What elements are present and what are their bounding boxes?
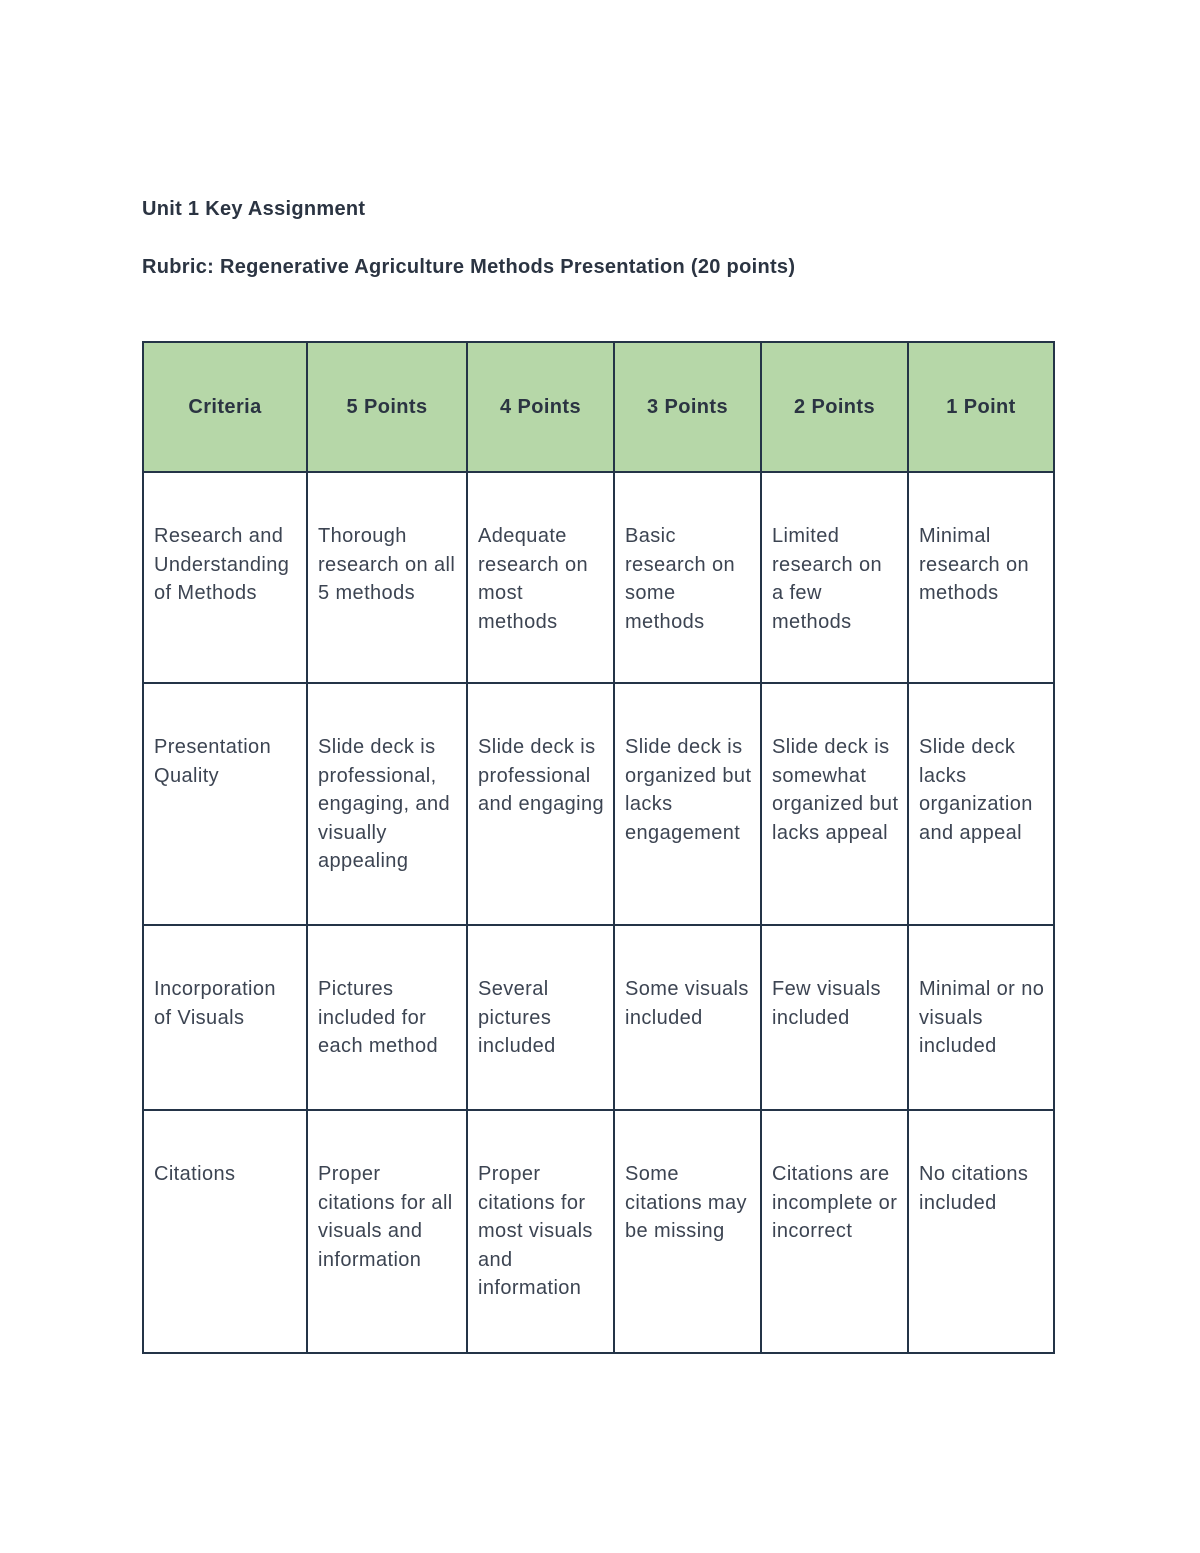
table-cell: Several pictures included — [467, 925, 614, 1110]
header-criteria: Criteria — [143, 342, 307, 472]
rubric-table — [142, 341, 1055, 1354]
table-cell: Citations are incomplete or incorrect — [761, 1110, 908, 1353]
table-cell: Slide deck is professional, engaging, and visually appealing — [307, 683, 467, 925]
table-cell: Adequate research on most methods — [467, 472, 614, 683]
header-row — [143, 342, 1054, 472]
table-cell: Slide deck is somewhat organized but lacks appeal — [761, 683, 908, 925]
table-cell: Few visuals included — [761, 925, 908, 1110]
table-row — [143, 925, 1054, 1110]
criteria-cell: Citations — [143, 1110, 307, 1353]
table-cell: Limited research on a few methods — [761, 472, 908, 683]
criteria-cell: Incorporation of Visuals — [143, 925, 307, 1110]
header-4-points: 4 Points — [467, 342, 614, 472]
table-cell: Proper citations for most visuals and information — [467, 1110, 614, 1353]
rubric-title: Rubric: Regenerative Agriculture Methods Presentation (20 points) — [142, 256, 796, 278]
header-3-points: 3 Points — [614, 342, 761, 472]
table-cell: Some visuals included — [614, 925, 761, 1110]
table-cell: Minimal or no visuals included — [908, 925, 1054, 1110]
table-row — [143, 1110, 1054, 1353]
header-5-points: 5 Points — [307, 342, 467, 472]
table-cell: No citations included — [908, 1110, 1054, 1353]
criteria-cell: Presentation Quality — [143, 683, 307, 925]
header-2-points: 2 Points — [761, 342, 908, 472]
table-row — [143, 683, 1054, 925]
table-cell: Proper citations for all visuals and information — [307, 1110, 467, 1353]
table-row — [143, 472, 1054, 683]
table-cell: Slide deck is organized but lacks engagement — [614, 683, 761, 925]
table-cell: Minimal research on methods — [908, 472, 1054, 683]
table-cell: Thorough research on all 5 methods — [307, 472, 467, 683]
document-title: Unit 1 Key Assignment — [142, 198, 366, 220]
table-cell: Slide deck lacks organization and appeal — [908, 683, 1054, 925]
table-cell: Slide deck is professional and engaging — [467, 683, 614, 925]
header-1-point: 1 Point — [908, 342, 1054, 472]
table-cell: Some citations may be missing — [614, 1110, 761, 1353]
criteria-cell: Research and Understanding of Methods — [143, 472, 307, 683]
table-cell: Basic research on some methods — [614, 472, 761, 683]
table-cell: Pictures included for each method — [307, 925, 467, 1110]
